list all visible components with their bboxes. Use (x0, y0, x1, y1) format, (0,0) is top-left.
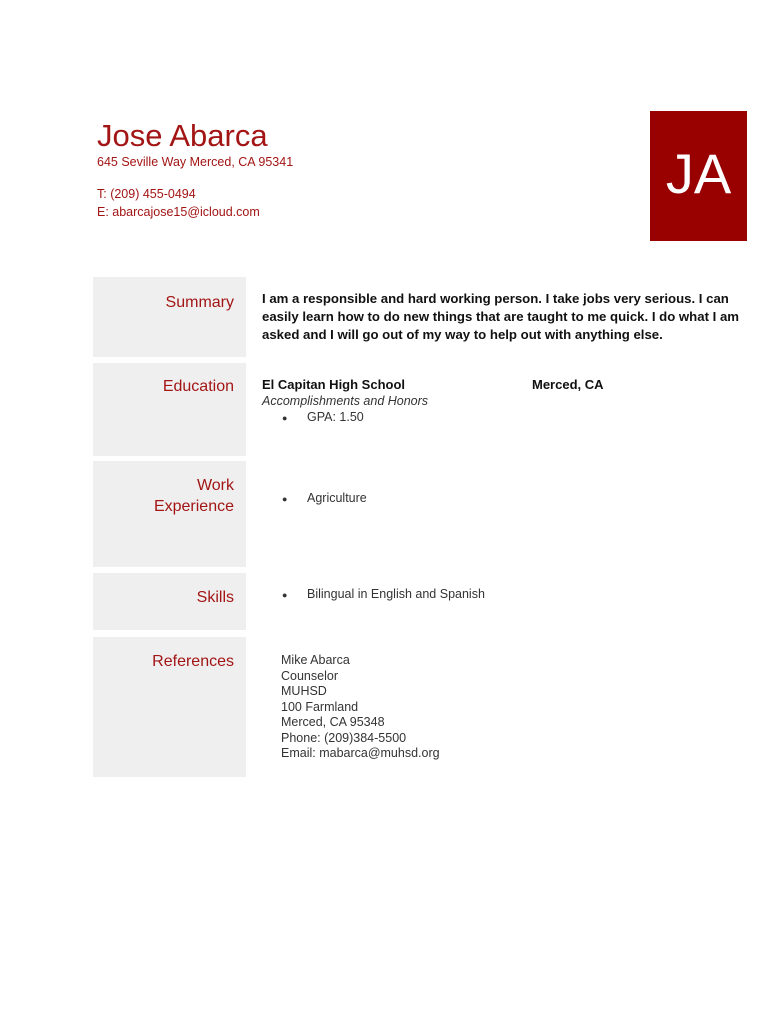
applicant-name: Jose Abarca (97, 118, 268, 153)
summary-label-box (93, 277, 246, 357)
references-block (281, 653, 440, 762)
work-label-line1: Work (196, 477, 234, 494)
phone: T: (209) 455-0494 (97, 187, 196, 201)
skills-label-box (93, 573, 246, 630)
skills-label: Skills (196, 589, 234, 606)
education-location: Merced, CA (532, 377, 604, 392)
email: E: abarcajose15@icloud.com (97, 205, 260, 219)
education-honors-heading: Accomplishments and Honors (262, 394, 429, 408)
bullet-icon: ● (282, 412, 288, 423)
education-label-box (93, 363, 246, 456)
reference-line: 100 Farmland (281, 699, 359, 714)
reference-line: Mike Abarca (281, 653, 350, 667)
skills-item-text: Bilingual in English and Spanish (307, 587, 485, 601)
work-item (282, 491, 367, 505)
bullet-icon: ● (282, 589, 288, 600)
work-label (154, 475, 234, 517)
work-label-line2: Experience (153, 498, 234, 515)
work-item-text: Agriculture (307, 491, 367, 505)
work-label-box (93, 461, 246, 567)
references-label: References (152, 653, 234, 670)
references-label-box (93, 637, 246, 777)
reference-line: MUHSD (281, 684, 327, 698)
address: 645 Seville Way Merced, CA 95341 (97, 155, 294, 169)
bullet-icon: ● (282, 493, 288, 504)
skills-item (282, 587, 485, 601)
education-item (282, 410, 364, 424)
summary-label: Summary (165, 294, 234, 311)
summary-text: I am a responsible and hard working person. I take jobs very serious. I can easily learn how to do new things that are taught to me quick. I do what I am asked and I will go out of my way to help out with anything else. (262, 291, 740, 342)
education-school: El Capitan High School (262, 377, 406, 392)
monogram-text: JA (665, 142, 732, 205)
monogram-badge (650, 111, 747, 241)
reference-line: Phone: (209)384-5500 (281, 730, 407, 745)
reference-line: Email: mabarca@muhsd.org (281, 746, 440, 760)
reference-line: Counselor (281, 668, 338, 683)
reference-line: Merced, CA 95348 (281, 715, 385, 729)
education-item-text: GPA: 1.50 (307, 410, 364, 424)
education-label: Education (162, 378, 234, 395)
